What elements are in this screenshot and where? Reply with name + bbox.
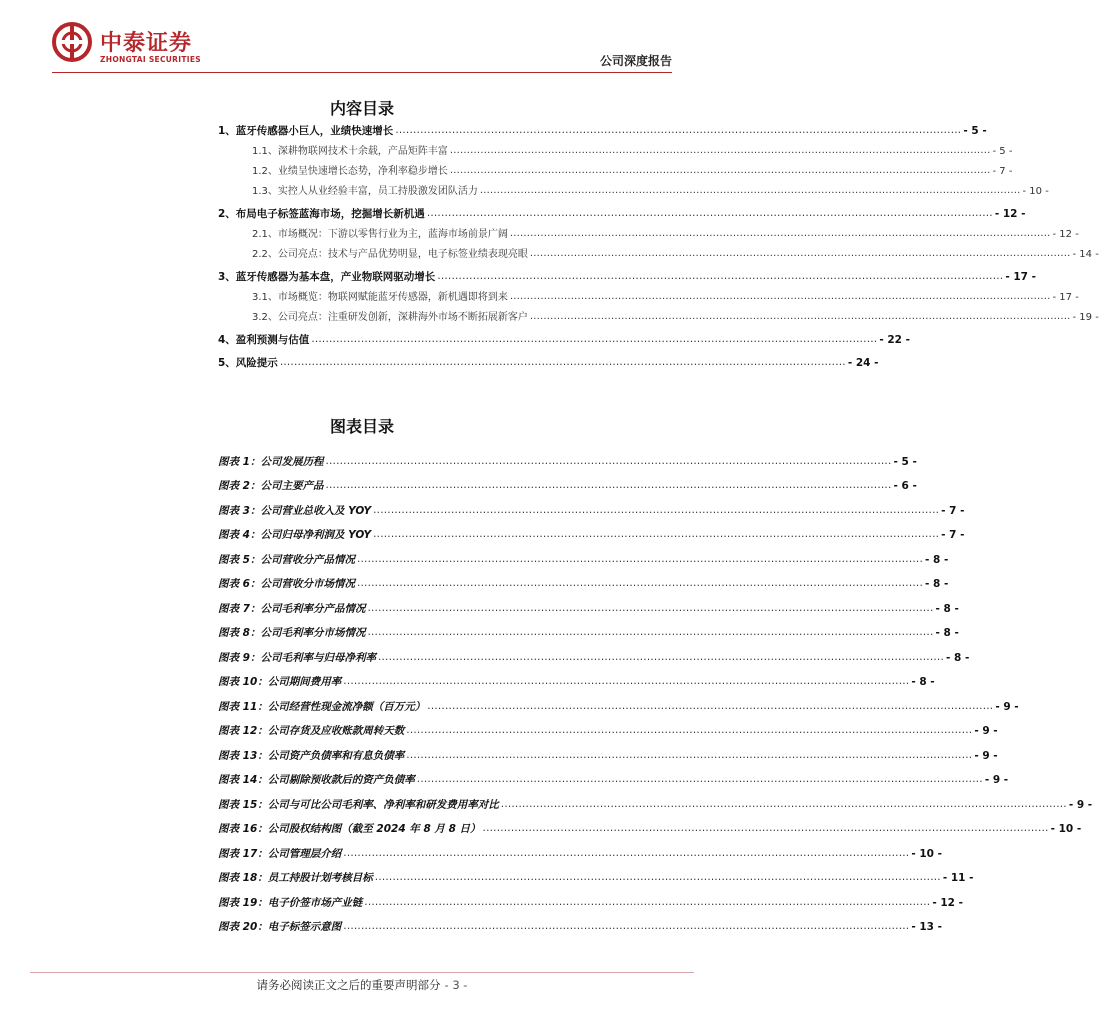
leader-dots: ................................................................................................................................................................ — [437, 270, 1004, 282]
figure-entry[interactable] — [218, 689, 1019, 714]
figure-entry-label: 图表 17：公司管理层介绍 — [218, 847, 342, 860]
toc-entry-page: - 17 - — [1005, 271, 1036, 283]
toc-entry-page: - 12 - — [994, 208, 1026, 220]
figure-entry-page: - 12 - — [932, 896, 963, 909]
figure-entry[interactable] — [218, 469, 917, 494]
footer-notice: 请务必阅读正文之后的重要声明部分 — [256, 978, 441, 992]
header-divider — [52, 72, 672, 73]
toc-entry-label: 2、布局电子标签蓝海市场，挖掘增长新机遇 — [218, 208, 425, 220]
figure-entry[interactable] — [218, 591, 959, 616]
figure-entry-label: 图表 12：公司存货及应收账款周转天数 — [218, 725, 405, 737]
figure-entry-page: - 10 - — [1050, 823, 1082, 835]
figure-entry-page: - 8 - — [946, 651, 970, 664]
toc-entry-label: 3、蓝牙传感器为基本盘，产业物联网驱动增长 — [218, 271, 436, 283]
figure-entry-label: 图表 16：公司股权结构图（截至 2024 年 8 月 8 日） — [218, 823, 481, 835]
toc-entry[interactable] — [218, 347, 879, 370]
leader-dots: ................................................................................................................................................................ — [395, 124, 962, 136]
footer-page-number: - 3 - — [444, 978, 468, 992]
toc-entry-page: - 19 - — [1072, 312, 1099, 323]
report-type-label: 公司深度报告 — [599, 54, 672, 68]
leader-dots: ................................................................................................................................................................ — [377, 650, 944, 663]
contents-list — [218, 115, 1099, 370]
toc-entry-page: - 17 - — [1052, 292, 1079, 303]
footer-divider — [30, 972, 694, 973]
figure-entry-page: - 10 - — [911, 847, 942, 860]
page-footer — [0, 977, 724, 993]
leader-dots: ................................................................................................................................................................ — [367, 601, 934, 614]
figure-entry[interactable] — [218, 861, 974, 886]
figure-entry-label: 图表 20：电子标签示意图 — [218, 921, 342, 933]
toc-entry[interactable] — [218, 241, 1099, 261]
toc-entry-label: 2.2、公司亮点：技术与产品优势明显，电子标签业绩表现亮眼 — [252, 249, 528, 260]
leader-dots: ................................................................................................................................................................ — [325, 454, 892, 467]
figure-entry-page: - 8 - — [925, 578, 949, 590]
toc-entry[interactable] — [218, 158, 1013, 178]
toc-entry-page: - 12 - — [1052, 229, 1079, 240]
figure-entry-page: - 6 - — [893, 480, 917, 492]
figure-entry-page: - 7 - — [941, 504, 965, 517]
figure-entry-label: 图表 6：公司营收分市场情况 — [218, 578, 355, 590]
figure-entry-page: - 8 - — [935, 627, 959, 639]
leader-dots: ................................................................................................................................................................ — [373, 503, 940, 516]
leader-dots: ................................................................................................................................................................ — [343, 846, 910, 859]
toc-entry[interactable] — [218, 198, 1026, 221]
leader-dots: ................................................................................................................................................................ — [406, 724, 973, 736]
figure-entry-page: - 9 - — [974, 749, 998, 762]
leader-dots: ................................................................................................................................................................ — [509, 228, 1051, 239]
toc-entry[interactable] — [218, 221, 1079, 241]
toc-entry-page: - 7 - — [992, 166, 1013, 177]
toc-entry[interactable] — [218, 324, 910, 347]
figure-entry[interactable] — [218, 885, 963, 910]
figures-list — [218, 444, 1093, 934]
leader-dots: ................................................................................................................................................................ — [373, 528, 940, 540]
toc-entry-page: - 5 - — [992, 146, 1013, 157]
figure-entry-label: 图表 4：公司归母净利润及 YOY — [218, 529, 372, 541]
leader-dots: ................................................................................................................................................................ — [374, 871, 941, 883]
figure-entry-page: - 7 - — [941, 529, 965, 541]
toc-entry-label: 1.1、深耕物联网技术十余载，产品矩阵丰富 — [252, 146, 448, 157]
figure-entry[interactable] — [218, 640, 970, 665]
figure-entry-label: 图表 14：公司剔除预收款后的资产负债率 — [218, 774, 415, 786]
figure-entry[interactable] — [218, 836, 942, 861]
toc-entry-label: 1.2、业绩呈快速增长态势，净利率稳步增长 — [252, 166, 448, 177]
leader-dots: ................................................................................................................................................................ — [449, 145, 991, 156]
leader-dots: ................................................................................................................................................................ — [343, 920, 910, 932]
leader-dots: ................................................................................................................................................................ — [449, 165, 991, 176]
figure-entry-page: - 8 - — [935, 602, 959, 615]
leader-dots: ................................................................................................................................................................ — [406, 748, 973, 761]
figure-entry-label: 图表 13：公司资产负债率和有息负债率 — [218, 749, 405, 762]
toc-entry-label: 1、蓝牙传感器小巨人，业绩快速增长 — [218, 125, 394, 137]
logo-english-name: ZHONGTAI SECURITIES — [100, 55, 201, 64]
toc-entry[interactable] — [218, 304, 1099, 324]
contents-title: 内容目录 — [329, 99, 394, 118]
leader-dots: ................................................................................................................................................................ — [356, 577, 923, 589]
figure-entry-label: 图表 15：公司与可比公司毛利率、净利率和研发费用率对比 — [218, 798, 499, 811]
figure-entry-label: 图表 5：公司营收分产品情况 — [218, 553, 355, 566]
figure-entry-page: - 5 - — [893, 455, 917, 468]
leader-dots: ................................................................................................................................................................ — [416, 773, 983, 785]
toc-entry-label: 5、风险提示 — [218, 357, 278, 369]
leader-dots: ................................................................................................................................................................ — [325, 479, 892, 491]
figure-entry[interactable] — [218, 714, 998, 739]
toc-entry-page: - 10 - — [1022, 186, 1049, 197]
figure-entry-label: 图表 8：公司毛利率分市场情况 — [218, 627, 366, 639]
toc-entry-page: - 22 - — [879, 334, 910, 346]
figure-entry-page: - 8 - — [925, 553, 949, 566]
figure-entry-label: 图表 3：公司营业总收入及 YOY — [218, 504, 372, 517]
figure-entry[interactable] — [218, 910, 942, 935]
toc-entry[interactable] — [218, 284, 1079, 304]
toc-entry-label: 3.2、公司亮点：注重研发创新，深耕海外市场不断拓展新客户 — [252, 312, 528, 323]
figure-entry-page: - 13 - — [911, 921, 942, 933]
leader-dots: ................................................................................................................................................................ — [482, 822, 1049, 834]
toc-entry-label: 1.3、实控人从业经验丰富，员工持股激发团队活力 — [252, 186, 478, 197]
leader-dots: ................................................................................................................................................................ — [500, 797, 1067, 810]
leader-dots: ................................................................................................................................................................ — [427, 699, 994, 712]
figure-entry[interactable] — [218, 493, 965, 518]
figure-entry-page: - 9 - — [1068, 798, 1093, 811]
figure-entry-label: 图表 19：电子价签市场产业链 — [218, 896, 363, 909]
figure-entry-label: 图表 18：员工持股计划考核目标 — [218, 872, 373, 884]
leader-dots: ................................................................................................................................................................ — [529, 311, 1071, 322]
figure-entry[interactable] — [218, 812, 1082, 837]
toc-entry[interactable] — [218, 138, 1013, 158]
leader-dots: ................................................................................................................................................................ — [279, 356, 846, 368]
figure-entry-label: 图表 11：公司经营性现金流净额（百万元） — [218, 700, 426, 713]
figure-entry-page: - 11 - — [942, 872, 974, 884]
leader-dots: ................................................................................................................................................................ — [356, 552, 923, 565]
leader-dots: ................................................................................................................................................................ — [479, 185, 1021, 196]
figures-title: 图表目录 — [329, 417, 394, 436]
logo-emblem-icon — [52, 22, 92, 62]
leader-dots: ................................................................................................................................................................ — [343, 675, 910, 687]
figure-entry-label: 图表 10：公司期间费用率 — [218, 676, 342, 688]
figure-entry[interactable] — [218, 665, 935, 690]
toc-entry-page: - 5 - — [963, 125, 987, 137]
figure-entry-label: 图表 1：公司发展历程 — [218, 455, 324, 468]
figure-entry-page: - 8 - — [911, 676, 935, 688]
figure-entry[interactable] — [218, 518, 965, 543]
toc-entry[interactable] — [218, 178, 1049, 198]
logo-chinese-name: 中泰证券 — [100, 31, 193, 56]
figure-entry-label: 图表 7：公司毛利率分产品情况 — [218, 602, 366, 615]
leader-dots: ................................................................................................................................................................ — [509, 291, 1051, 302]
figure-entry[interactable] — [218, 567, 949, 592]
figure-entry[interactable] — [218, 542, 949, 567]
leader-dots: ................................................................................................................................................................ — [311, 333, 878, 345]
figure-entry[interactable] — [218, 444, 917, 469]
leader-dots: ................................................................................................................................................................ — [529, 248, 1071, 259]
figure-entry-label: 图表 2：公司主要产品 — [218, 480, 324, 492]
figure-entry[interactable] — [218, 763, 1009, 788]
leader-dots: ................................................................................................................................................................ — [426, 207, 993, 219]
leader-dots: ................................................................................................................................................................ — [367, 626, 934, 638]
toc-entry-page: - 24 - — [847, 357, 879, 369]
toc-entry-label: 3.1、市场概览：物联网赋能蓝牙传感器，新机遇即将到来 — [252, 292, 508, 303]
leader-dots: ................................................................................................................................................................ — [364, 895, 931, 908]
figure-entry[interactable] — [218, 787, 1093, 812]
toc-entry-label: 2.1、市场概况：下游以零售行业为主，蓝海市场前景广阔 — [252, 229, 508, 240]
toc-entry-page: - 14 - — [1072, 249, 1099, 260]
toc-entry[interactable] — [218, 115, 987, 138]
figure-entry[interactable] — [218, 616, 959, 641]
company-logo — [52, 22, 222, 68]
toc-entry-label: 4、盈利预测与估值 — [218, 334, 310, 346]
page-header — [0, 0, 724, 80]
figure-entry[interactable] — [218, 738, 998, 763]
figure-entry-page: - 9 - — [995, 700, 1019, 713]
figure-entry-label: 图表 9：公司毛利率与归母净利率 — [218, 651, 376, 664]
figure-entry-page: - 9 - — [984, 774, 1009, 786]
figure-entry-page: - 9 - — [974, 725, 998, 737]
toc-entry[interactable] — [218, 261, 1036, 284]
